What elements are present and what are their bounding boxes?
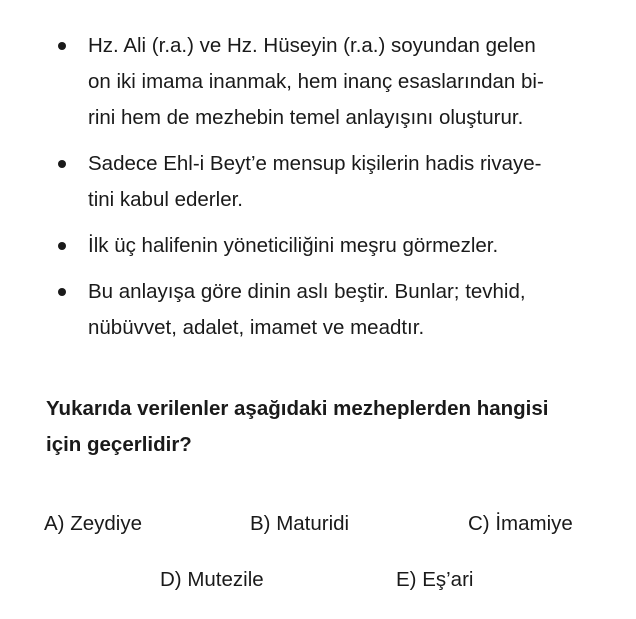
statement-line: Hz. Ali (r.a.) ve Hz. Hüseyin (r.a.) soyundan gelen xyxy=(88,34,536,57)
option-a[interactable]: A) Zeydiye xyxy=(44,512,142,535)
statement-line: on iki imama inanmak, hem inanç esaslarından bi- xyxy=(88,70,544,93)
option-d[interactable]: D) Mutezile xyxy=(160,568,264,591)
statement-line: tini kabul ederler. xyxy=(88,188,243,211)
statement-item-2 xyxy=(58,146,598,218)
option-c[interactable]: C) İmamiye xyxy=(468,512,573,535)
statement-item-3 xyxy=(58,228,598,264)
question-line: için geçerlidir? xyxy=(46,433,192,456)
option-b[interactable]: B) Maturidi xyxy=(250,512,350,535)
question-line: Yukarıda verilenler aşağıdaki mezheplerden hangisi xyxy=(46,397,549,420)
statement-line: İlk üç halifenin yöneticiliğini meşru görmezler. xyxy=(88,234,499,257)
bullet-icon xyxy=(58,242,66,250)
question-stem xyxy=(46,391,606,463)
statement-line: Sadece Ehl-i Beyt’e mensup kişilerin hadis rivaye- xyxy=(88,152,542,175)
statement-item-4 xyxy=(58,274,598,346)
statement-line: rini hem de mezhebin temel anlayışını oluşturur. xyxy=(88,106,524,129)
statement-item-1 xyxy=(58,28,598,136)
statement-list xyxy=(58,28,598,356)
statement-line: nübüvvet, adalet, imamet ve meadtır. xyxy=(88,316,425,339)
statement-line: Bu anlayışa göre dinin aslı beştir. Bunlar; tevhid, xyxy=(88,280,526,303)
bullet-icon xyxy=(58,160,66,168)
bullet-icon xyxy=(58,42,66,50)
option-e[interactable]: E) Eş’ari xyxy=(396,568,474,591)
bullet-icon xyxy=(58,288,66,296)
